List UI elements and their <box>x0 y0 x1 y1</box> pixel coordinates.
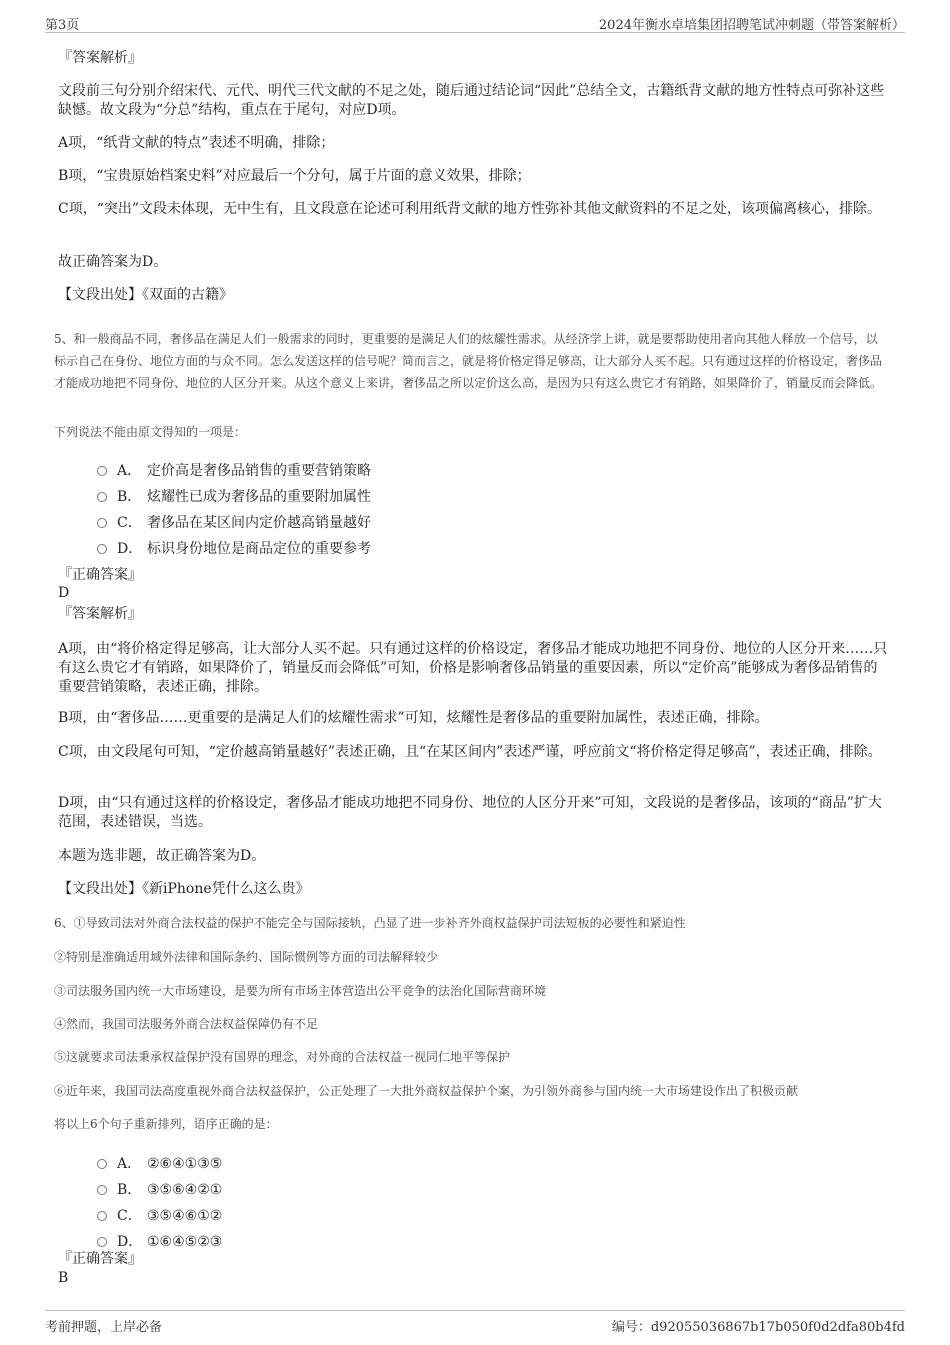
radio-icon[interactable] <box>97 492 107 502</box>
document-code: 编号：d92055036867b17b050f0d2dfa80b4fd <box>611 1320 905 1335</box>
radio-icon[interactable] <box>97 1159 107 1169</box>
q5-analysis-a: A项，由“将价格定得足够高，让大部分人买不起。只有通过这样的价格设定，奢侈品才能成功地把不同身份、地位的人区分开来……只有这么贵它才有销路，如果降价了，销量反而会降低”可知，价格是影响奢侈品销量的重要因素，所以“定价高”能够成为奢侈品销售的重要营销策略，表述正确，排除。 <box>58 641 888 695</box>
q4-analysis-c: C项，“突出”文段未体现，无中生有，且文段意在论述可利用纸背文献的地方性弥补其他文献资料的不足之处，该项偏离核心，排除。 <box>58 201 882 217</box>
q6-question: 将以上6个句子重新排列，语序正确的是： <box>54 1117 278 1131</box>
q6-option-d[interactable]: D． ①⑥④⑤②③ <box>97 1231 222 1251</box>
q5-conclusion: 本题为选非题，故正确答案为D。 <box>58 848 266 864</box>
q5-stem: 5、和一般商品不同，奢侈品在满足人们一般需求的同时，更重要的是满足人们的炫耀性需求。从经济学上讲，就是要帮助使用者向其他人释放一个信号，以标示自己在身份、地位方面的与众不同。怎么发送这样的信号呢？简而言之，就是将价格定得足够高，让大部分人买不起。只有通过这样的价格设定，奢侈品才能成功地把不同身份、地位的人区分开来。从这个意义上来讲，奢侈品之所以定价这么高，是因为只有这么贵它才有销路，如果降价了，销量反而会降低。 <box>54 332 883 390</box>
radio-icon[interactable] <box>97 1211 107 1221</box>
radio-icon[interactable] <box>97 544 107 554</box>
q4-analysis-intro: 文段前三句分别介绍宋代、元代、明代三代文献的不足之处，随后通过结论词“因此”总结全文，古籍纸背文献的地方性特点可弥补这些缺憾。故文段为“分总”结构，重点在于尾句，对应D项。 <box>58 83 885 118</box>
q5-analysis-c: C项，由文段尾句可知，“定价越高销量越好”表述正确，且“在某区间内”表述严谨，呼应前文“将价格定得足够高”，表述正确，排除。 <box>58 744 882 760</box>
q6-sentence-4: ④然而，我国司法服务外商合法权益保障仍有不足 <box>54 1017 319 1031</box>
q5-option-c[interactable]: C． 奢侈品在某区间内定价越高销量越好 <box>97 512 371 532</box>
radio-icon[interactable] <box>97 1185 107 1195</box>
q4-analysis-b: B项，“宝贵原始档案史料”对应最后一个分句，属于片面的意义效果，排除； <box>58 168 531 184</box>
q5-analysis-d: D项，由“只有通过这样的价格设定，奢侈品才能成功地把不同身份、地位的人区分开来”可知，文段说的是奢侈品，该项的“商品”扩大范围，表述错误，当选。 <box>58 795 882 830</box>
footer-slogan: 考前押题，上岸必备 <box>45 1320 163 1335</box>
q6-option-a[interactable]: A． ②⑥④①③⑤ <box>97 1153 222 1173</box>
q6-option-b[interactable]: B． ③⑤⑥④②① <box>97 1179 222 1199</box>
q5-answer-label: 『正确答案』 <box>58 567 142 583</box>
page-footer <box>45 1310 905 1335</box>
q6-option-c[interactable]: C． ③⑤④⑥①② <box>97 1205 222 1225</box>
page-number: 第3页 <box>45 18 80 33</box>
q5-source: 【文段出处】《新iPhone凭什么这么贵》 <box>58 881 310 897</box>
radio-icon[interactable] <box>97 518 107 528</box>
q5-analysis-label: 『答案解析』 <box>58 606 142 622</box>
q4-source: 【文段出处】《双面的古籍》 <box>58 287 233 303</box>
q4-conclusion: 故正确答案为D。 <box>58 254 168 270</box>
q5-question: 下列说法不能由原文得知的一项是： <box>54 425 247 439</box>
q5-option-d[interactable]: D． 标识身份地位是商品定位的重要参考 <box>97 538 371 558</box>
q6-sentence-3: ③司法服务国内统一大市场建设，是要为所有市场主体营造出公平竞争的法治化国际营商环境 <box>54 984 547 998</box>
radio-icon[interactable] <box>97 466 107 476</box>
q6-sentence-6: ⑥近年来，我国司法高度重视外商合法权益保护，公正处理了一大批外商权益保护个案，为引领外商参与国内统一大市场建设作出了积极贡献 <box>54 1084 799 1098</box>
page-header <box>45 10 905 33</box>
radio-icon[interactable] <box>97 1237 107 1247</box>
document-title: 2024年衡水卓培集团招聘笔试冲刺题（带答案解析） <box>598 18 905 33</box>
q6-sentence-5: ⑤这就要求司法秉承权益保护没有国界的理念，对外商的合法权益一视同仁地平等保护 <box>54 1050 511 1064</box>
q4-analysis-a: A项，“纸背文献的特点”表述不明确，排除； <box>58 135 335 151</box>
q5-option-a[interactable]: A． 定价高是奢侈品销售的重要营销策略 <box>97 460 371 480</box>
q5-option-b[interactable]: B． 炫耀性已成为奢侈品的重要附加属性 <box>97 486 371 506</box>
q5-analysis-b: B项，由“奢侈品……更重要的是满足人们的炫耀性需求”可知，炫耀性是奢侈品的重要附加属性，表述正确，排除。 <box>58 710 769 726</box>
q4-analysis-label: 『答案解析』 <box>58 50 142 66</box>
q5-answer: D <box>58 585 70 601</box>
q6-sentence-2: ②特别是准确适用域外法律和国际条约、国际惯例等方面的司法解释较少 <box>54 950 439 964</box>
q6-answer: B <box>58 1270 69 1286</box>
q6-sentence-1: 6、①导致司法对外商合法权益的保护不能完全与国际接轨，凸显了进一步补齐外商权益保护司法短板的必要性和紧迫性 <box>54 916 686 930</box>
q6-answer-label: 『正确答案』 <box>58 1251 142 1267</box>
